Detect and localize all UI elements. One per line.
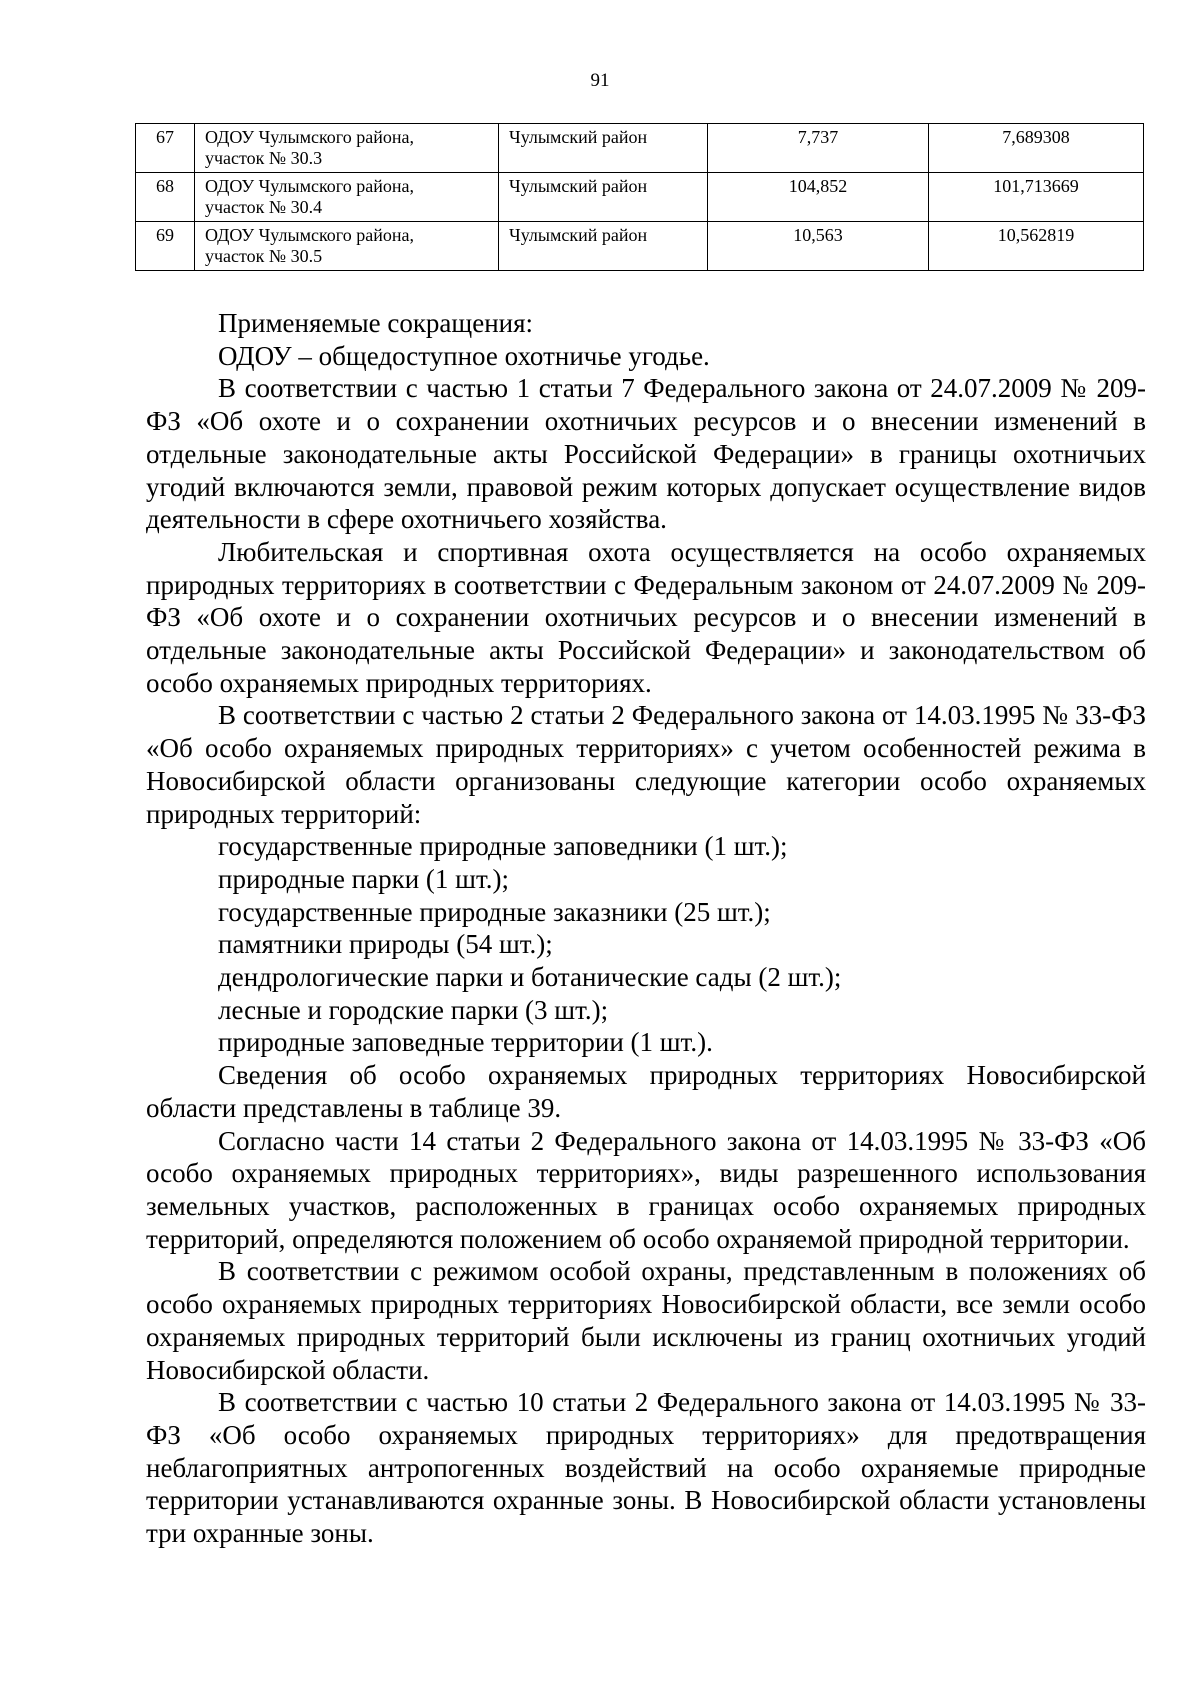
area-value-precise: 10,562819 bbox=[929, 222, 1144, 271]
list-item: государственные природные заповедники (1 шт.); bbox=[218, 831, 788, 862]
document-body bbox=[146, 307, 1146, 1550]
paragraph: В соответствии с режимом особой охраны, представленным в положениях об особо охраняемых природных территориях Новосибирской области, все земли особо охраняемых природных территорий были исключены из границ охотничьих угодий Новосибирской области. bbox=[146, 1256, 1146, 1385]
ground-name-line1: ОДОУ Чулымского района, bbox=[205, 225, 414, 245]
list-item: дендрологические парки и ботанические сады (2 шт.); bbox=[218, 962, 842, 993]
table-row bbox=[136, 173, 1144, 222]
ground-name-line2: участок № 30.3 bbox=[205, 148, 323, 168]
paragraph: Согласно части 14 статьи 2 Федерального закона от 14.03.1995 № 33-ФЗ «Об особо охраняемых природных территориях», виды разрешенного использования земельных участков, расположенных в границах особо охраняемых природных территорий, определяются положением об особо охраняемой природной территории. bbox=[146, 1125, 1146, 1254]
row-number: 69 bbox=[136, 222, 195, 271]
hunting-grounds-table bbox=[135, 123, 1144, 271]
district: Чулымский район bbox=[499, 124, 708, 173]
ground-name-line2: участок № 30.4 bbox=[205, 197, 323, 217]
area-value-precise: 101,713669 bbox=[929, 173, 1144, 222]
paragraph: Любительская и спортивная охота осуществляется на особо охраняемых природных территориях в соответствии с Федеральным законом от 24.07.2009 № 209-ФЗ «Об охоте и о сохранении охотничьих ресурсов и о внесении изменений в отдельные законодательные акты Российской Федерации» и законодательством об особо охраняемых природных территориях. bbox=[146, 536, 1146, 698]
abbreviations-heading: Применяемые сокращения: bbox=[218, 308, 534, 338]
list-item: природные заповедные территории (1 шт.). bbox=[218, 1027, 713, 1058]
area-value-precise: 7,689308 bbox=[929, 124, 1144, 173]
list-item: памятники природы (54 шт.); bbox=[218, 929, 553, 960]
district: Чулымский район bbox=[499, 173, 708, 222]
area-value: 10,563 bbox=[708, 222, 929, 271]
ground-name-line2: участок № 30.5 bbox=[205, 246, 323, 266]
ground-name bbox=[195, 173, 499, 222]
list-item: лесные и городские парки (3 шт.); bbox=[218, 994, 609, 1025]
list-item: природные парки (1 шт.); bbox=[218, 863, 509, 894]
abbreviation-item: ОДОУ – общедоступное охотничье угодье. bbox=[218, 340, 710, 371]
list-item: государственные природные заказники (25 шт.); bbox=[218, 896, 771, 927]
paragraph: В соответствии с частью 1 статьи 7 Федерального закона от 24.07.2009 № 209-ФЗ «Об охоте и о сохранении охотничьих ресурсов и о внесении изменений в отдельные законодательные акты Российской Федерации» в границы охотничьих угодий включаются земли, правовой режим которых допускает осуществление видов деятельности в сфере охотничьего хозяйства. bbox=[146, 373, 1146, 535]
ground-name bbox=[195, 124, 499, 173]
table-row bbox=[136, 222, 1144, 271]
district: Чулымский район bbox=[499, 222, 708, 271]
page-number: 91 bbox=[590, 70, 610, 91]
ground-name-line1: ОДОУ Чулымского района, bbox=[205, 127, 414, 147]
protected-area-categories-list bbox=[146, 830, 1146, 1059]
row-number: 67 bbox=[136, 124, 195, 173]
area-value: 104,852 bbox=[708, 173, 929, 222]
paragraph: В соответствии с частью 10 статьи 2 Федерального закона от 14.03.1995 № 33-ФЗ «Об особо охраняемых природных территориях» для предотвращения неблагоприятных антропогенных воздействий на особо охраняемые природные территории устанавливаются охранные зоны. В Новосибирской области установлены три охранные зоны. bbox=[146, 1387, 1146, 1549]
area-value: 7,737 bbox=[708, 124, 929, 173]
ground-name bbox=[195, 222, 499, 271]
paragraph: Сведения об особо охраняемых природных территориях Новосибирской области представлены в таблице 39. bbox=[146, 1060, 1146, 1123]
paragraph: В соответствии с частью 2 статьи 2 Федерального закона от 14.03.1995 № 33-ФЗ «Об особо охраняемых природных территориях» с учетом особенностей режима в Новосибирской области организованы следующие категории особо охраняемых природных территорий: bbox=[146, 700, 1146, 829]
row-number: 68 bbox=[136, 173, 195, 222]
ground-name-line1: ОДОУ Чулымского района, bbox=[205, 176, 414, 196]
table-row bbox=[136, 124, 1144, 173]
